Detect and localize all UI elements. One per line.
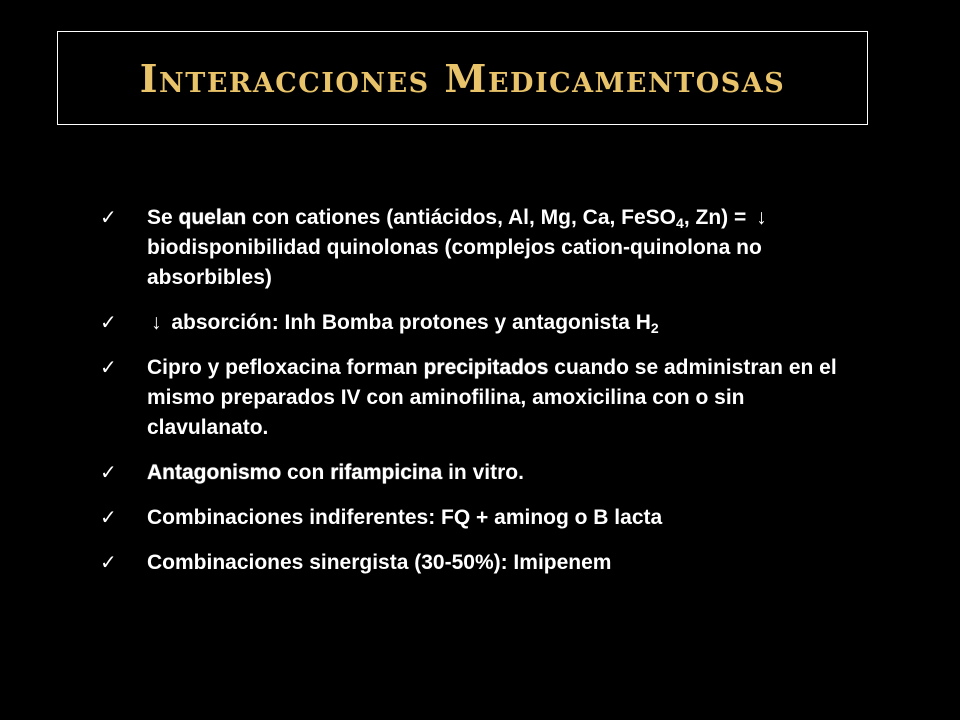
bullet-text: biodisponibilidad quinolonas (complejos cation-quinolona no absorbibles) bbox=[147, 236, 762, 289]
bullet-item bbox=[100, 458, 870, 488]
bullet-text: Combinaciones sinergista (30-50%): Imipenem bbox=[147, 551, 612, 574]
title-box bbox=[57, 31, 868, 125]
bullet-item bbox=[100, 203, 870, 293]
bullet-text: Cipro y pefloxacina forman bbox=[147, 356, 424, 379]
bullet-text: absorción: Inh Bomba protones y antagonista H bbox=[165, 311, 651, 334]
bullet-text: Combinaciones indiferentes: FQ + aminog o B lacta bbox=[147, 506, 663, 529]
bullet-list bbox=[100, 203, 870, 593]
bullet-item bbox=[100, 503, 870, 533]
subscript: 2 bbox=[650, 320, 659, 336]
bullet-item bbox=[100, 548, 870, 578]
checkmark-icon: ✓ bbox=[100, 312, 117, 334]
bullet-text: cuando se administran en el mismo preparados IV con aminofilina, amoxicilina con o sin clavulanato. bbox=[147, 356, 837, 439]
bullet-text: , Zn) = bbox=[683, 206, 753, 229]
subscript: 4 bbox=[676, 215, 684, 231]
checkmark-icon: ✓ bbox=[100, 552, 117, 574]
bullet-text: con bbox=[281, 461, 331, 484]
checkmark-icon: ✓ bbox=[100, 357, 117, 379]
checkmark-icon: ✓ bbox=[100, 207, 117, 229]
bullet-item bbox=[100, 353, 870, 443]
checkmark-icon: ✓ bbox=[100, 507, 117, 529]
bullet-text: in vitro. bbox=[442, 461, 524, 484]
checkmark-icon: ✓ bbox=[100, 462, 117, 484]
bullet-item bbox=[100, 308, 870, 338]
bullet-highlight: precipitados bbox=[423, 356, 549, 379]
bullet-text: con cationes (antiácidos, Al, Mg, Ca, FeSO bbox=[246, 206, 677, 229]
bullet-text: Se bbox=[147, 206, 179, 229]
bullet-highlight: Antagonismo bbox=[147, 461, 282, 484]
bullet-highlight: quelan bbox=[178, 206, 247, 229]
bullet-highlight: rifampicina bbox=[330, 461, 443, 484]
down-arrow-icon: ↓ bbox=[151, 311, 162, 334]
down-arrow-icon: ↓ bbox=[756, 206, 767, 229]
slide-title: Interacciones Medicamentosas bbox=[139, 55, 786, 101]
